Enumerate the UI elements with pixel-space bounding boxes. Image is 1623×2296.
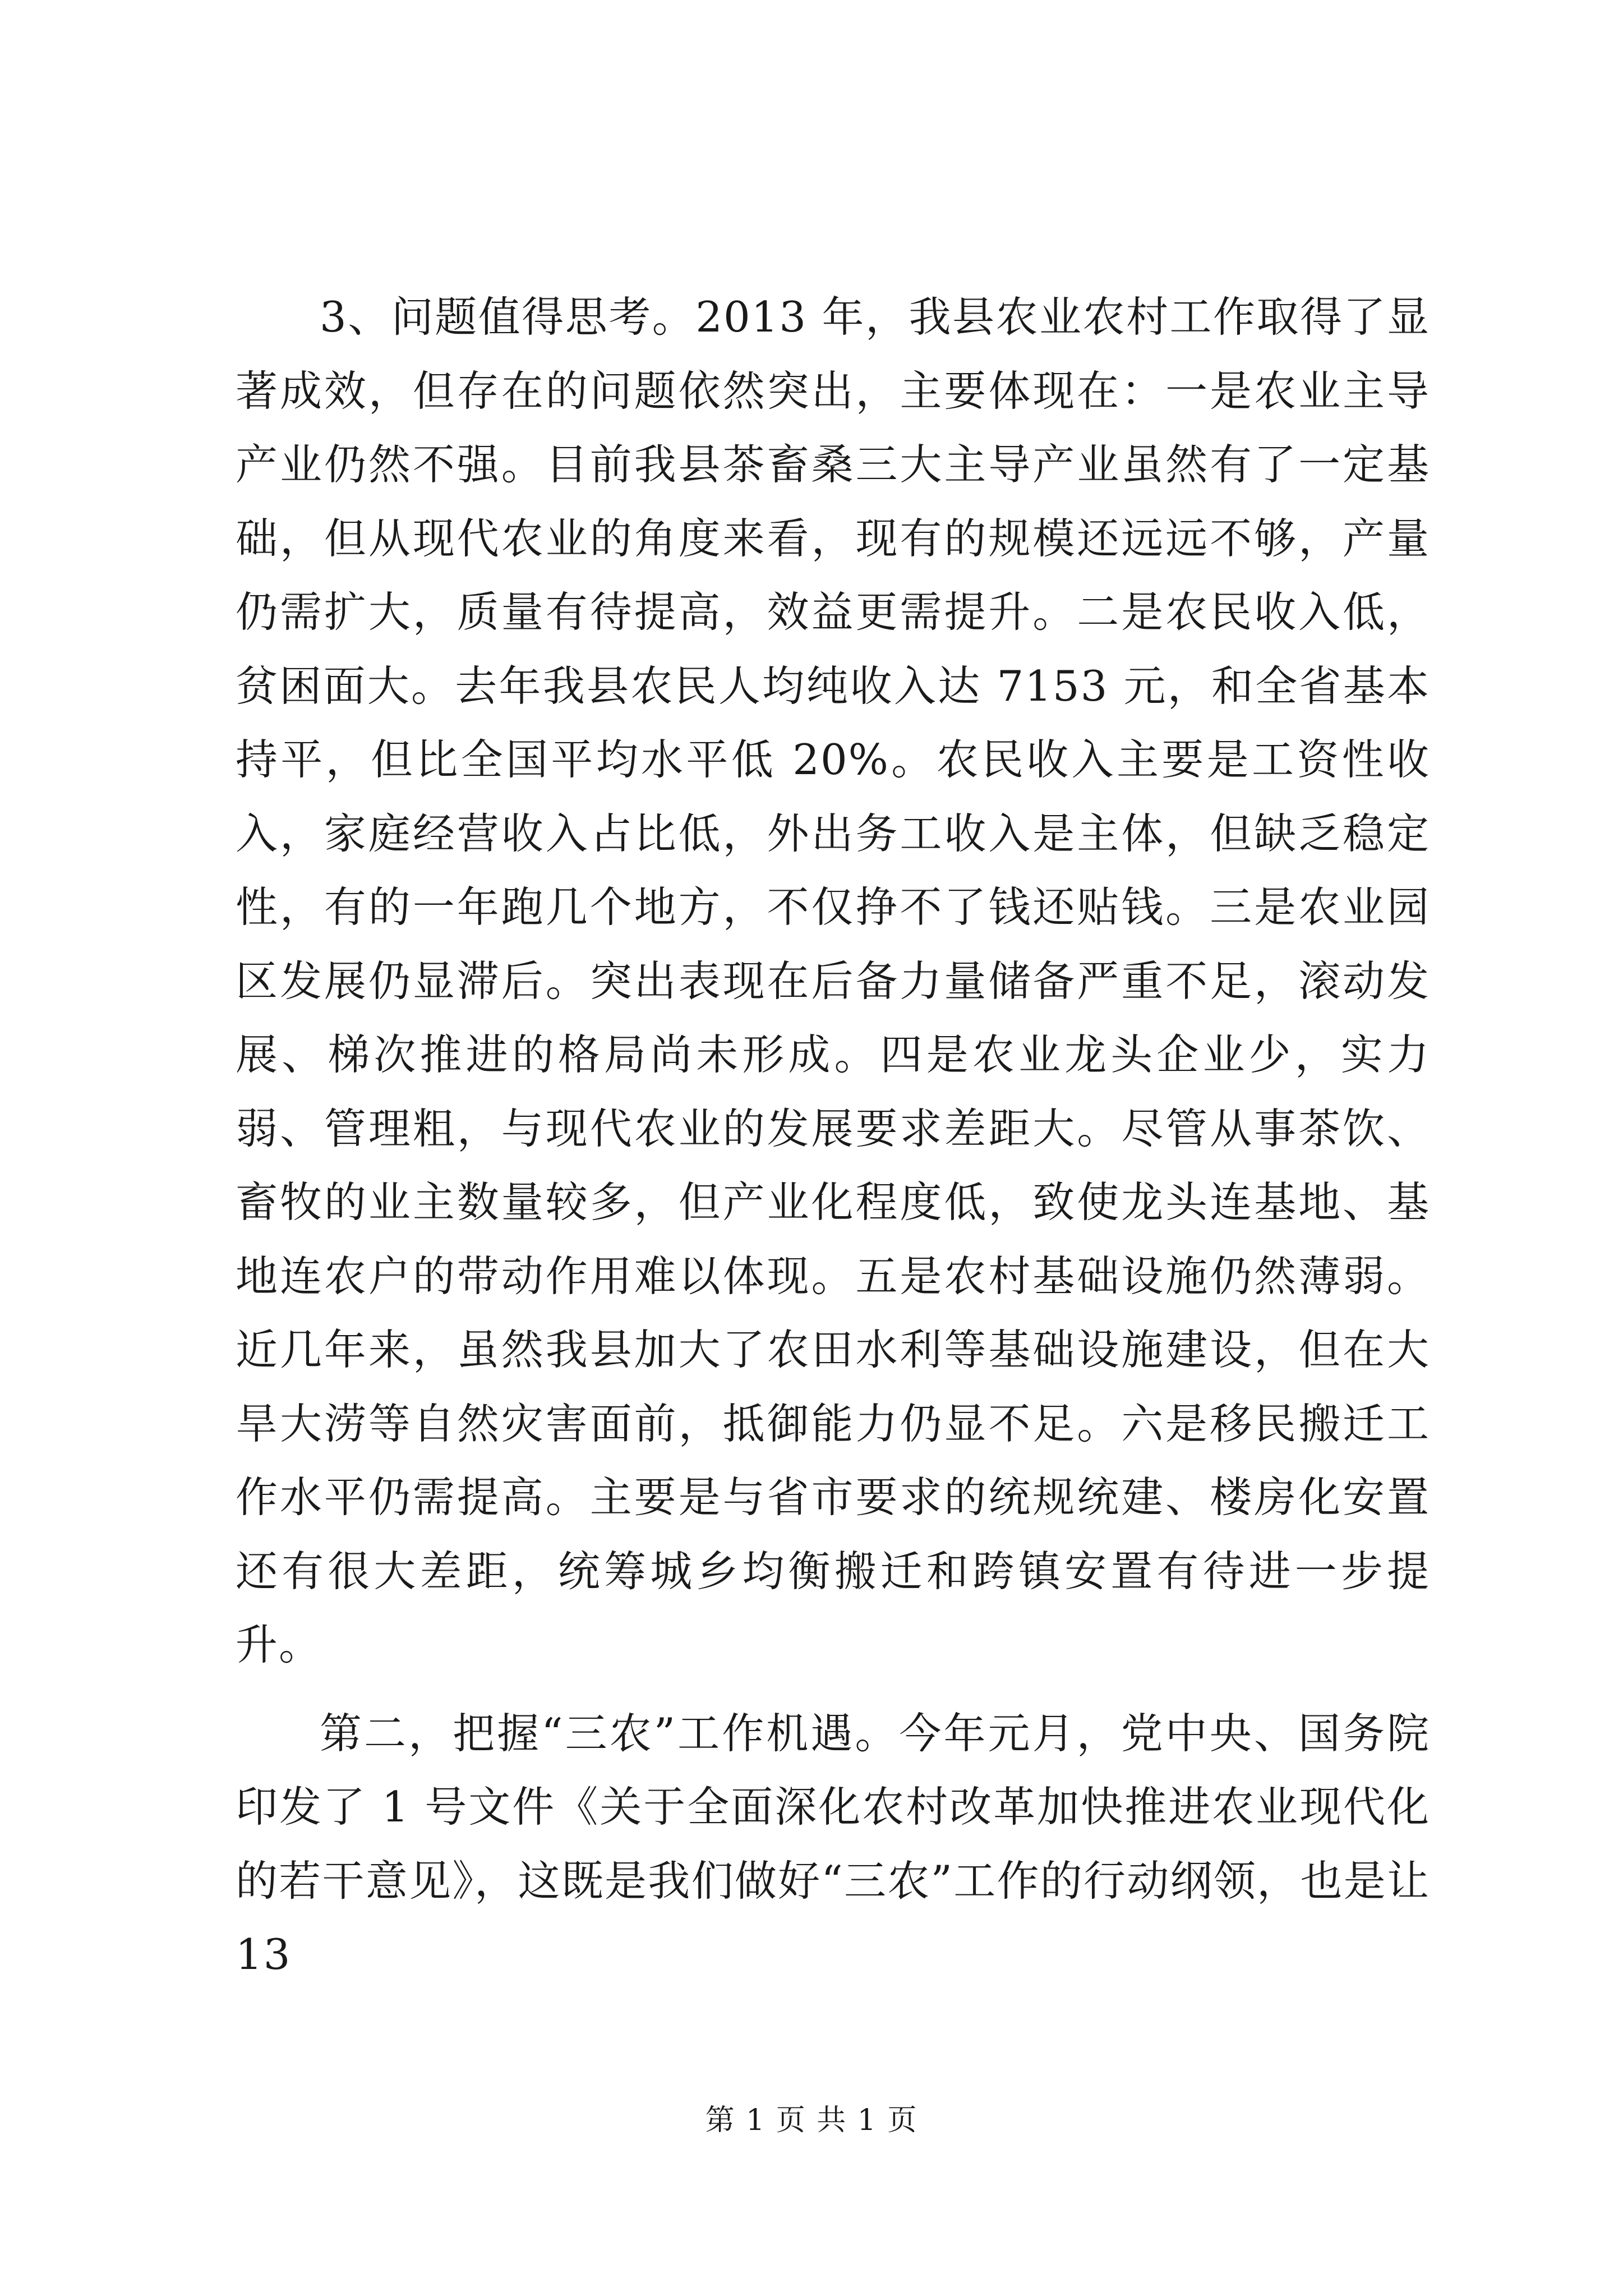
document-body: [236, 280, 1430, 2007]
page-footer: 第 1 页 共 1 页: [705, 2104, 918, 2137]
paragraph-problems: 3、问题值得思考。2013 年，我县农业农村工作取得了显著成效，但存在的问题依然突出，主要体现在：一是农业主导产业仍然不强。目前我县茶畜桑三大主导产业虽然有了一定基础，但从现代农业的角度来看，现有的规模还远远不够，产量仍需扩大，质量有待提高，效益更需提升。二是农民收入低，贫困面大。去年我县农民人均纯收入达 7153 元，和全省基本持平，但比全国平均水平低 20%。农民收入主要是工资性收入，家庭经营收入占比低，外出务工收入是主体，但缺乏稳定性，有的一年跑几个地方，不仅挣不了钱还贴钱。三是农业园区发展仍显滞后。突出表现在后备力量储备严重不足，滚动发展、梯次推进的格局尚未形成。四是农业龙头企业少，实力弱、管理粗，与现代农业的发展要求差距大。尽管从事茶饮、畜牧的业主数量较多，但产业化程度低，致使龙头连基地、基地连农户的带动作用难以体现。五是农村基础设施仍然薄弱。近几年来，虽然我县加大了农田水利等基础设施建设，但在大旱大涝等自然灾害面前，抵御能力仍显不足。六是移民搬迁工作水平仍需提高。主要是与省市要求的统规统建、楼房化安置还有很大差距，统筹城乡均衡搬迁和跨镇安置有待进一步提升。: [236, 292, 1430, 1669]
paragraph-opportunities: 第二，把握“三农”工作机遇。今年元月，党中央、国务院印发了 1 号文件《关于全面深化农村改革加快推进农业现代化的若干意见》，这既是我们做好“三农”工作的行动纲领，也是让 13: [236, 1708, 1430, 1979]
